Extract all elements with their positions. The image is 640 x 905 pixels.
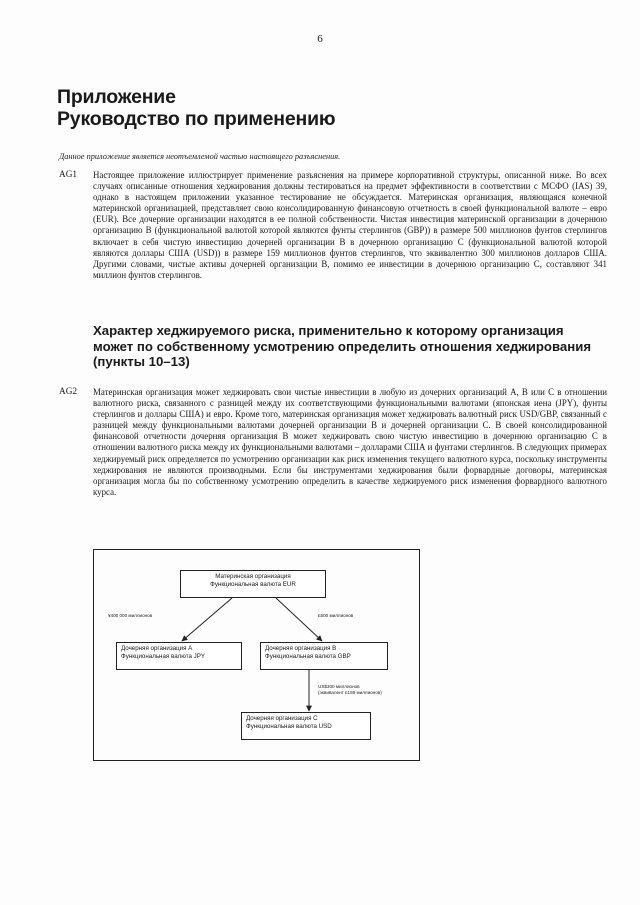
investment-label-a: ¥400 000 миллионов — [108, 613, 153, 618]
group-structure-diagram — [93, 549, 420, 761]
subsidiary-b-name: Дочерняя организация В — [265, 645, 337, 652]
subsidiary-a-currency: Функциональная валюта JPY — [121, 653, 206, 660]
subsidiary-c-currency: Функциональная валюта USD — [246, 723, 332, 730]
page-subtitle: Руководство по применению — [57, 108, 336, 130]
paragraph-label-ag2: AG2 — [59, 387, 78, 397]
paragraph-label-ag1: AG1 — [59, 170, 78, 180]
subsidiary-b-currency: Функциональная валюта GBP — [265, 653, 351, 660]
investment-label-b: £500 миллионов — [318, 613, 354, 618]
arrow-parent-to-a — [182, 598, 232, 641]
parent-entity-name: Материнская организация — [215, 573, 291, 580]
parent-entity-box — [180, 570, 326, 598]
section-heading: Характер хеджируемого риска, применительно к которому организация может по собственному усмотрению определить отношения хеджирования (пункты 10–13) — [93, 323, 592, 369]
investment-label-c-equivalent: (эквивалент £159 миллионов) — [318, 689, 382, 695]
subsidiary-c-name: Дочерняя организация С — [246, 715, 318, 722]
page-number: 6 — [317, 33, 323, 45]
parent-entity-currency: Функциональная валюта EUR — [210, 581, 296, 588]
intro-note: Данное приложение является неотъемлемой частью настоящего разъяснения. — [59, 152, 341, 161]
investment-label-c-amount: US$300 миллионов — [318, 684, 360, 689]
subsidiary-b-box — [260, 642, 388, 670]
subsidiary-a-box — [116, 642, 242, 670]
subsidiary-a-name: Дочерняя организация А — [121, 645, 193, 652]
subsidiary-c-box — [241, 712, 371, 740]
paragraph-ag2: Материнская организация может хеджировать свои чистые инвестиции в любую из дочерних организаций А, В или С в отношении валютного риска, связанного с разницей между их соответствующими функциональными валютами (японская иена (JPY), фунты стерлингов и доллары США) и евро. Кроме того, материнская организация может хеджировать валютный риск USD/GBP, связанный с разницей между функциональными валютами дочерней организации В и дочерней организации С. В своей консолидированной финансовой отчетности дочерняя организация В может хеджировать свою чистую инвестицию в дочернюю организацию С в отношении валютного риска между их функциональными валютами – долларами США и фунтами стерлингов. В следующих примерах хеджируемый риск определяется по усмотрению организации как риск изменения текущего валютного курса, поскольку инструменты хеджирования не являются производными. Если бы инструментами хеджирования были форвардные договоры, материнская организация могла бы по собственному усмотрению определить в качестве хеджируемого риск изменения форвардного валютного курса. — [93, 387, 607, 497]
investment-label-c — [318, 684, 382, 695]
paragraph-ag1: Настоящее приложение иллюстрирует применение разъяснения на примере корпоративной структуры, описанной ниже. Во всех случаях описанные отношения хеджирования должны тестироваться на предмет эффективности в соответствии с МСФО (IAS) 39, однако в настоящем приложении указанное тестирование не обсуждается. Материнская организация, являющаяся конечной материнской организацией, представляет свою консолидированную финансовую отчетность в своей функциональной валюте – евро (EUR). Все дочерние организации находятся в ее полной собственности. Чистая инвестиция материнской организации в дочернюю организацию В (функциональной валютой которой являются фунты стерлингов (GBP)) в размере 500 миллионов фунтов стерлингов включает в себя чистую инвестицию дочерней организации В в дочернюю организацию С (функциональной валютой которой являются доллары США (USD)) в размере 159 миллионов фунтов стерлингов, что эквивалентно 300 миллионов долларов США. Другими словами, чистые активы дочерней организации В, помимо ее инвестиции в дочернюю организацию С, составляют 341 миллион фунтов стерлингов. — [93, 170, 607, 280]
arrow-parent-to-b — [276, 598, 322, 641]
page-title: Приложение — [57, 86, 176, 108]
